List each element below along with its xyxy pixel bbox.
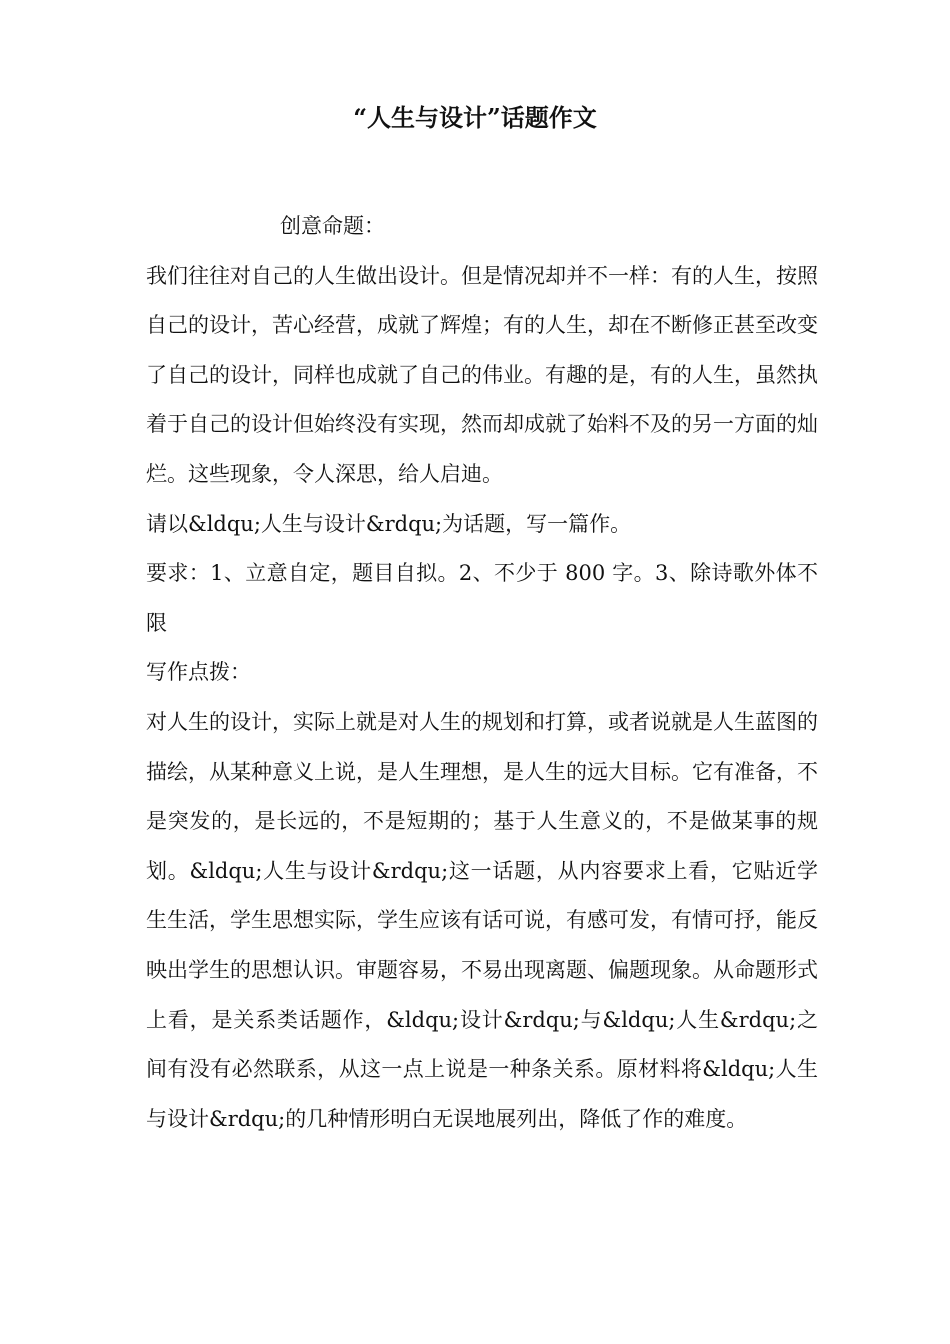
document-body [146,202,818,1144]
requirements-paragraph: 要求：1、立意自定，题目自拟。2、不少于 800 字。3、除诗歌外体不限 [146,561,818,635]
prompt-paragraph: 我们往往对自己的人生做出设计。但是情况却并不一样：有的人生，按照自己的设计，苦心经营，成就了辉煌；有的人生，却在不断修正甚至改变了自己的设计，同样也成就了自己的伟业。有趣的是，有的人生，虽然执着于自己的设计但始终没有实现，然而却成就了始料不及的另一方面的灿烂。这些现象，令人深思，给人启迪。 [146,263,818,486]
section-heading-writing-tips: 写作点拨： [146,660,251,685]
writing-tips-paragraph: 对人生的设计，实际上就是对人生的规划和打算，或者说就是人生蓝图的描绘，从某种意义上说，是人生理想，是人生的远大目标。它有准备，不是突发的，是长远的，不是短期的；基于人生意义的，不是做某事的规划。&ldqu;人生与设计&rdqu;这一话题，从内容要求上看，它贴近学生生活，学生思想实际，学生应该有话可说，有感可发，有情可抒，能反映出学生的思想认识。审题容易，不易出现离题、偏题现象。从命题形式上看，是关系类话题作，&ldqu;设计&rdqu;与&ldqu;人生&rdqu;之间有没有必然联系，从这一点上说是一种条关系。原材料将&ldqu;人生与设计&rdqu;的几种情形明白无误地展列出，降低了作的难度。 [146,709,818,1131]
instruction-paragraph: 请以&ldqu;人生与设计&rdqu;为话题，写一篇作。 [146,511,632,536]
document-title: “人生与设计”话题作文 [353,103,597,132]
section-heading-creative-prompt: 创意命题： [280,214,385,238]
